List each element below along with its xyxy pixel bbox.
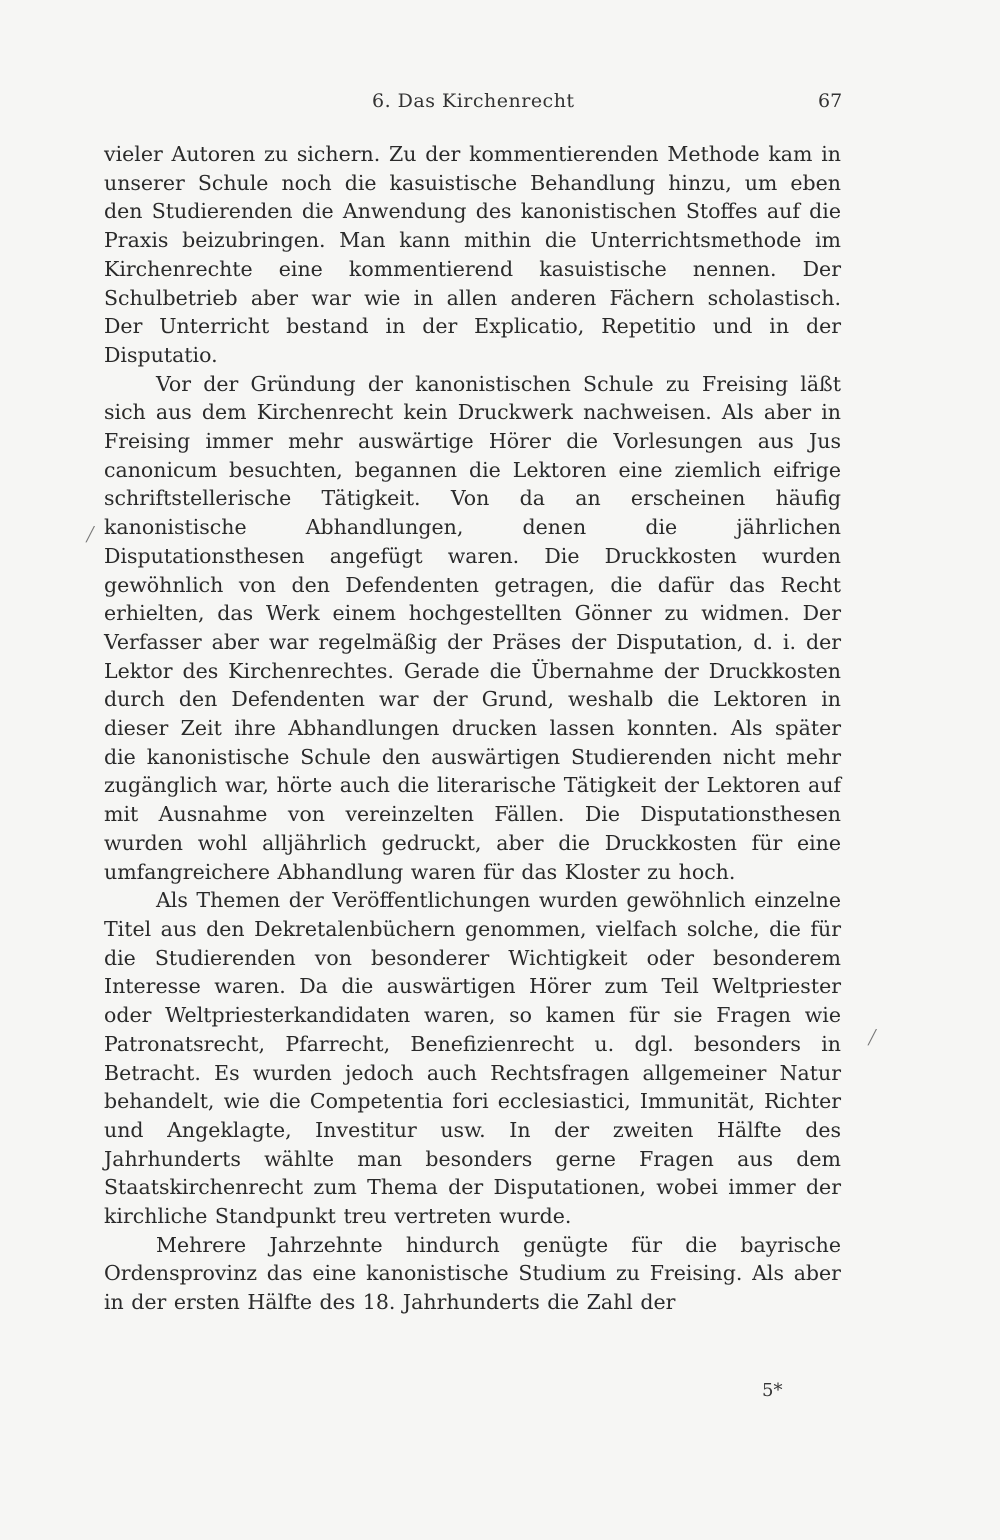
running-header-title: 6. Das Kirchenrecht [372, 90, 575, 112]
margin-mark: ╱ [86, 527, 95, 543]
margin-mark: ╱ [868, 1030, 877, 1046]
paragraph-4: Mehrere Jahrzehnte hindurch genügte für die bayrische Ordensprovinz das eine kanonistische Studium zu Freising. Als aber in der ersten Hälfte des 18. Jahrhunderts die Zahl der [104, 1232, 841, 1315]
paragraph-3: Als Themen der Veröffentlichungen wurden gewöhnlich einzelne Titel aus den Dekretalenbüchern genommen, vielfach solche, die für die Studierenden von besonderer Wichtigkeit oder besonderem Interesse waren. Da die auswärtigen Hörer zum Teil Weltpriester oder Weltpriesterkandidaten waren, so kamen für sie Fragen wie Patronatsrecht, Pfarrecht, Benefizienrecht u. dgl. besonders in Betracht. Es wurden jedoch auch Rechtsfragen allgemeiner Natur behandelt, wie die Competentia fori ecclesiastici, Immunität, Richter und Angeklagte, Investitur usw. In der zweiten Hälfte des Jahrhunderts wählte man besonders gerne Fragen aus dem Staatskirchenrecht zum Thema der Disputationen, wobei immer der kirchliche Standpunkt treu vertreten wurde. [104, 888, 841, 1229]
page-number: 67 [818, 90, 843, 112]
paragraph-2: Vor der Gründung der kanonistischen Schule zu Freising läßt sich aus dem Kirchenrecht kein Druckwerk nachweisen. Als aber in Freising immer mehr auswärtige Hörer die Vorlesungen aus Jus canonicum besuchten, begannen die Lektoren eine ziemlich eifrige schriftstellerische Tätigkeit. Von da an erscheinen häufig kanonistische Abhandlungen, denen die jährlichen Disputationsthesen angefügt waren. Die Druckkosten wurden gewöhnlich von den Defendenten getragen, die dafür das Recht erhielten, das Werk einem hochgestellten Gönner zu widmen. Der Verfasser aber war regelmäßig der Präses der Disputation, d. i. der Lektor des Kirchenrechtes. Gerade die Übernahme der Druckkosten durch den Defendenten war der Grund, weshalb die Lektoren in dieser Zeit ihre Abhandlungen drucken lassen konnten. Als später die kanonistische Schule den auswärtigen Studierenden nicht mehr zugänglich war, hörte auch die literarische Tätigkeit der Lektoren auf mit Ausnahme von vereinzelten Fällen. Die Disputationsthesen wurden wohl alljährlich gedruckt, aber die Druckkosten für eine umfangreichere Abhandlung waren für das Kloster zu hoch. [104, 371, 841, 884]
paragraph-1: vieler Autoren zu sichern. Zu der kommentierenden Methode kam in unserer Schule noch die kasuistische Behandlung hinzu, um eben den Studierenden die Anwendung des kanonistischen Stoffes auf die Praxis beizubringen. Man kann mithin die Unterrichtsmethode im Kirchenrechte eine kommentierend kasuistische nennen. Der Schulbetrieb aber war wie in allen anderen Fächern scholastisch. Der Unterricht bestand in der Explicatio, Repetitio und in der Disputatio. [104, 142, 841, 367]
body-text [104, 140, 841, 1317]
signature-mark: 5* [762, 1380, 783, 1401]
